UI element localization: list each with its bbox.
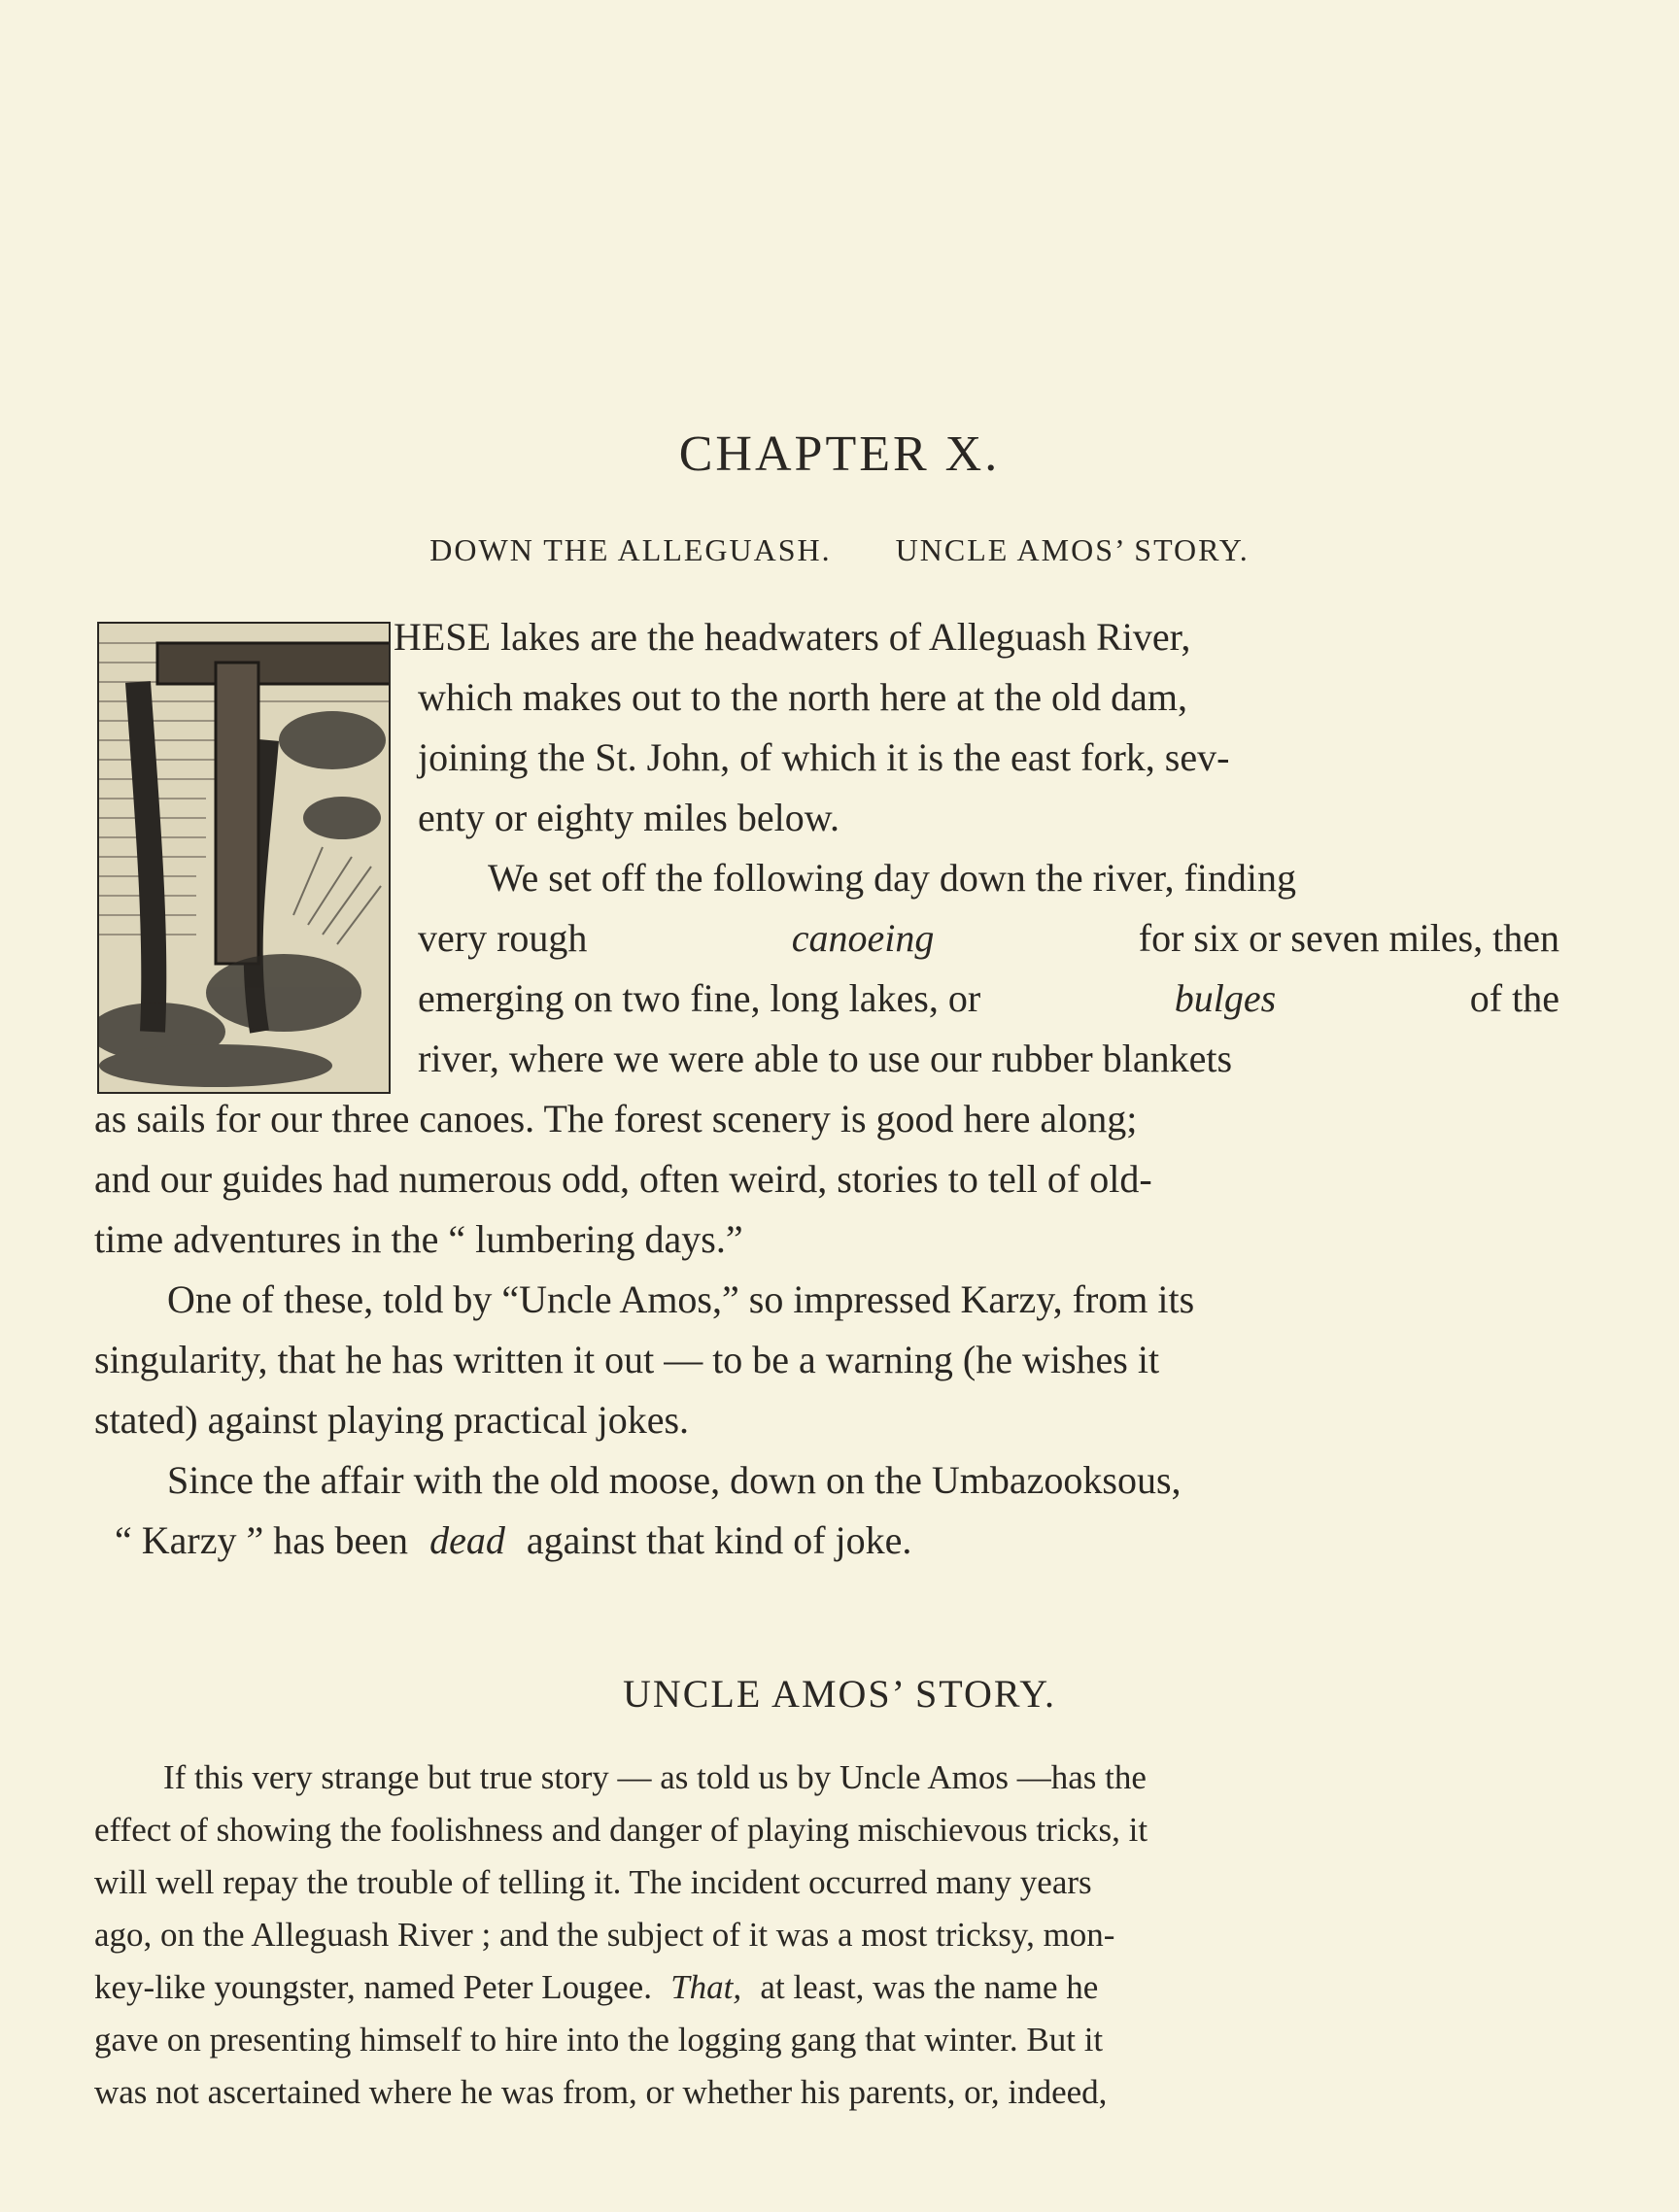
section-title: UNCLE AMOS’ STORY.: [622, 1672, 1057, 1716]
text-line: as sails for our three canoes. The forest scenery is good here along;: [94, 1097, 1138, 1140]
text-line: [115, 1517, 911, 1563]
italic-word: dead: [429, 1518, 505, 1562]
drop-cap-engraving: [99, 624, 389, 1092]
chapter-subtitle: [0, 532, 1679, 568]
illustrated-drop-cap: [97, 622, 391, 1094]
text-segment: emerging on two fine, long lakes, or: [418, 976, 981, 1020]
italic-word: bulges: [1174, 976, 1277, 1020]
text-segment: “ Karzy ” has been: [115, 1518, 409, 1562]
text-line: [418, 975, 1559, 1021]
story-line: gave on presenting himself to hire into the logging gang that winter. But it: [94, 2021, 1104, 2059]
text-segment: very rough: [418, 916, 588, 960]
text-line: and our guides had numerous odd, often weird, stories to tell of old-: [94, 1157, 1152, 1201]
text-line: We set off the following day down the river, finding: [488, 856, 1297, 900]
text-line: enty or eighty miles below.: [418, 796, 840, 839]
text-segment: for six or seven miles, then: [1138, 916, 1559, 960]
story-line: was not ascertained where he was from, or whether his parents, or, indeed,: [94, 2073, 1108, 2111]
text-segment: of the: [1469, 976, 1559, 1020]
text-line: HESE lakes are the headwaters of Alleguash River,: [394, 615, 1191, 659]
text-line: One of these, told by “Uncle Amos,” so impressed Karzy, from its: [167, 1277, 1195, 1321]
story-line: If this very strange but true story — as told us by Uncle Amos —has the: [163, 1758, 1147, 1796]
story-line: effect of showing the foolishness and danger of playing mischievous tricks, it: [94, 1811, 1148, 1849]
italic-word: canoeing: [791, 916, 935, 960]
text-line: [418, 915, 1559, 961]
text-line: stated) against playing practical jokes.: [94, 1398, 690, 1442]
text-line: [418, 674, 1559, 720]
story-line: [94, 1968, 1557, 2007]
text-line-content: which makes out to the north here at the old dam,: [418, 675, 1188, 719]
text-segment: against that kind of joke.: [526, 1518, 912, 1562]
italic-word: That,: [670, 1968, 742, 2006]
text-line: Since the affair with the old moose, down on the Umbazooksous,: [167, 1458, 1182, 1502]
chapter-title: CHAPTER X.: [678, 426, 1001, 482]
text-segment: at least, was the name he: [760, 1968, 1099, 2006]
text-line: singularity, that he has written it out — to be a warning (he wishes it: [94, 1338, 1160, 1381]
text-line: joining the St. John, of which it is the east fork, sev-: [418, 735, 1230, 779]
text-line: river, where we were able to use our rubber blankets: [418, 1037, 1233, 1080]
text-line: time adventures in the “ lumbering days.”: [94, 1217, 743, 1261]
text-segment: key-like youngster, named Peter Lougee.: [94, 1968, 652, 2006]
subtitle-part-2: UNCLE AMOS’ STORY.: [895, 532, 1250, 567]
story-line: will well repay the trouble of telling it. The incident occurred many years: [94, 1863, 1092, 1901]
subtitle-part-1: DOWN THE ALLEGUASH.: [429, 532, 832, 567]
story-line: ago, on the Alleguash River ; and the subject of it was a most tricksy, mon-: [94, 1916, 1115, 1954]
